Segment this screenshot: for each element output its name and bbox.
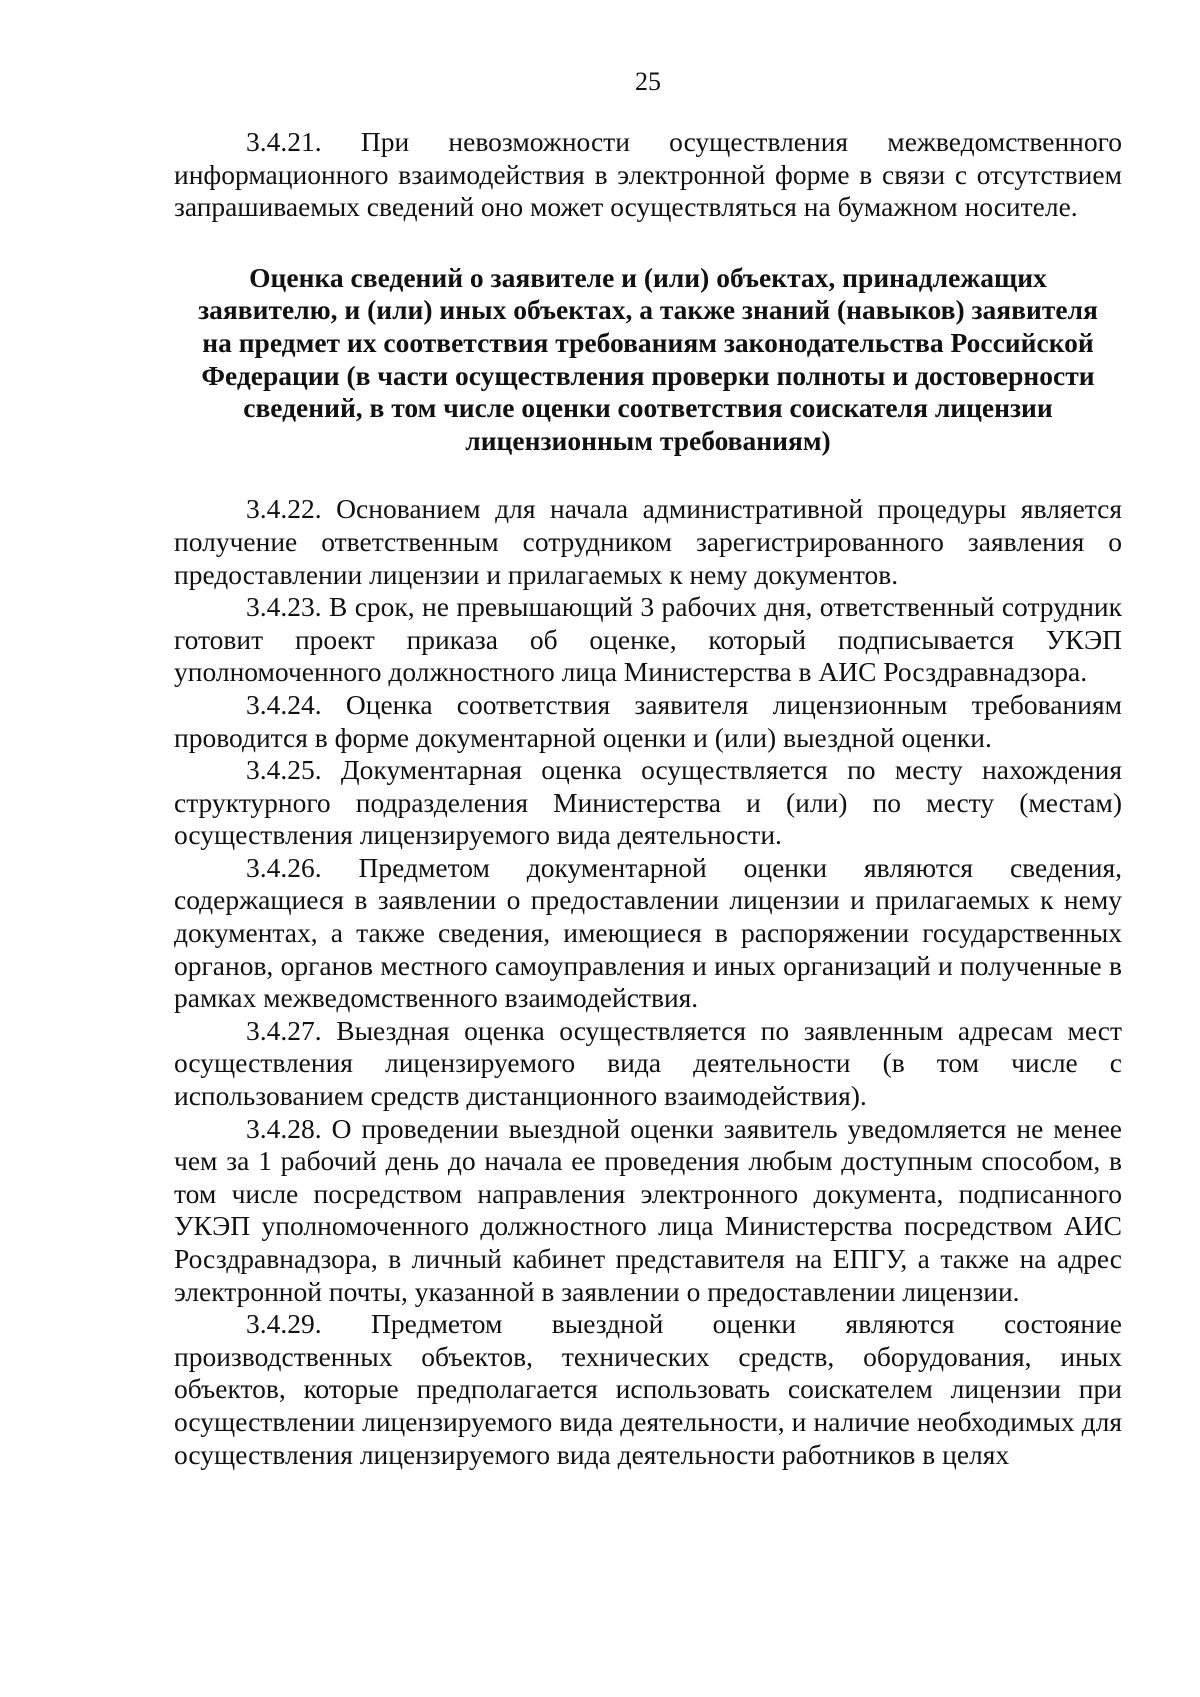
heading-line: лицензионным требованиям) — [465, 424, 831, 456]
paragraph-3-4-22: 3.4.22. Основанием для начала административной процедуры является получение ответственным сотрудником зарегистрированного заявления о предоставлении лицензии и прилагаемых к нему документов. — [174, 493, 1122, 590]
paragraph-3-4-26: 3.4.26. Предметом документарной оценки являются сведения, содержащиеся в заявлении о предоставлении лицензии и прилагаемых к нему документах, а также сведения, имеющиеся в распоряжении государственных органов, органов местного самоуправления и иных организаций и полученные в рамках межведомственного взаимодействия. — [174, 851, 1122, 1014]
heading-line: Федерации (в части осуществления проверки полноты и достоверности — [201, 359, 1095, 391]
paragraph-3-4-21: 3.4.21. При невозможности осуществления межведомственного информационного взаимодействия в электронной форме в связи с отсутствием запрашиваемых сведений оно может осуществляться на бумажном носителе. — [174, 126, 1122, 223]
paragraph-3-4-25: 3.4.25. Документарная оценка осуществляется по месту нахождения структурного подразделения Министерства и (или) по месту (местам) осуществления лицензируемого вида деятельности. — [174, 754, 1122, 851]
paragraph-3-4-24: 3.4.24. Оценка соответствия заявителя лицензионным требованиям проводится в форме документарной оценки и (или) выездной оценки. — [174, 688, 1122, 753]
section-heading — [174, 262, 1122, 458]
heading-line: заявителю, и (или) иных объектах, а также знаний (навыков) заявителя — [198, 294, 1098, 326]
heading-line: сведений, в том числе оценки соответствия соискателя лицензии — [243, 392, 1053, 424]
document-page — [174, 66, 1122, 1471]
heading-line: Оценка сведений о заявителе и (или) объектах, принадлежащих — [249, 261, 1047, 293]
paragraph-3-4-23: 3.4.23. В срок, не превышающий 3 рабочих дня, ответственный сотрудник готовит проект приказа об оценке, который подписывается УКЭП уполномоченного должностного лица Министерства в АИС Росздравнадзора. — [174, 591, 1122, 688]
page-number: 25 — [635, 67, 661, 96]
paragraph-3-4-28: 3.4.28. О проведении выездной оценки заявитель уведомляется не менее чем за 1 рабочий день до начала ее проведения любым доступным способом, в том числе посредством направления электронного документа, подписанного УКЭП уполномоченного должностного лица Министерства посредством АИС Росздравнадзора, в личный кабинет представителя на ЕПГУ, а также на адрес электронной почты, указанной в заявлении о предоставлении лицензии. — [174, 1112, 1122, 1307]
heading-line: на предмет их соответствия требованиям законодательства Российской — [202, 326, 1094, 358]
paragraph-3-4-29: 3.4.29. Предметом выездной оценки являются состояние производственных объектов, технических средств, оборудования, иных объектов, которые предполагается использовать соискателем лицензии при осуществлении лицензируемого вида деятельности, и наличие необходимых для осуществления лицензируемого вида деятельности работников в целях — [174, 1308, 1122, 1470]
paragraph-3-4-27: 3.4.27. Выездная оценка осуществляется по заявленным адресам мест осуществления лицензируемого вида деятельности (в том числе с использованием средств дистанционного взаимодействия). — [174, 1014, 1122, 1112]
